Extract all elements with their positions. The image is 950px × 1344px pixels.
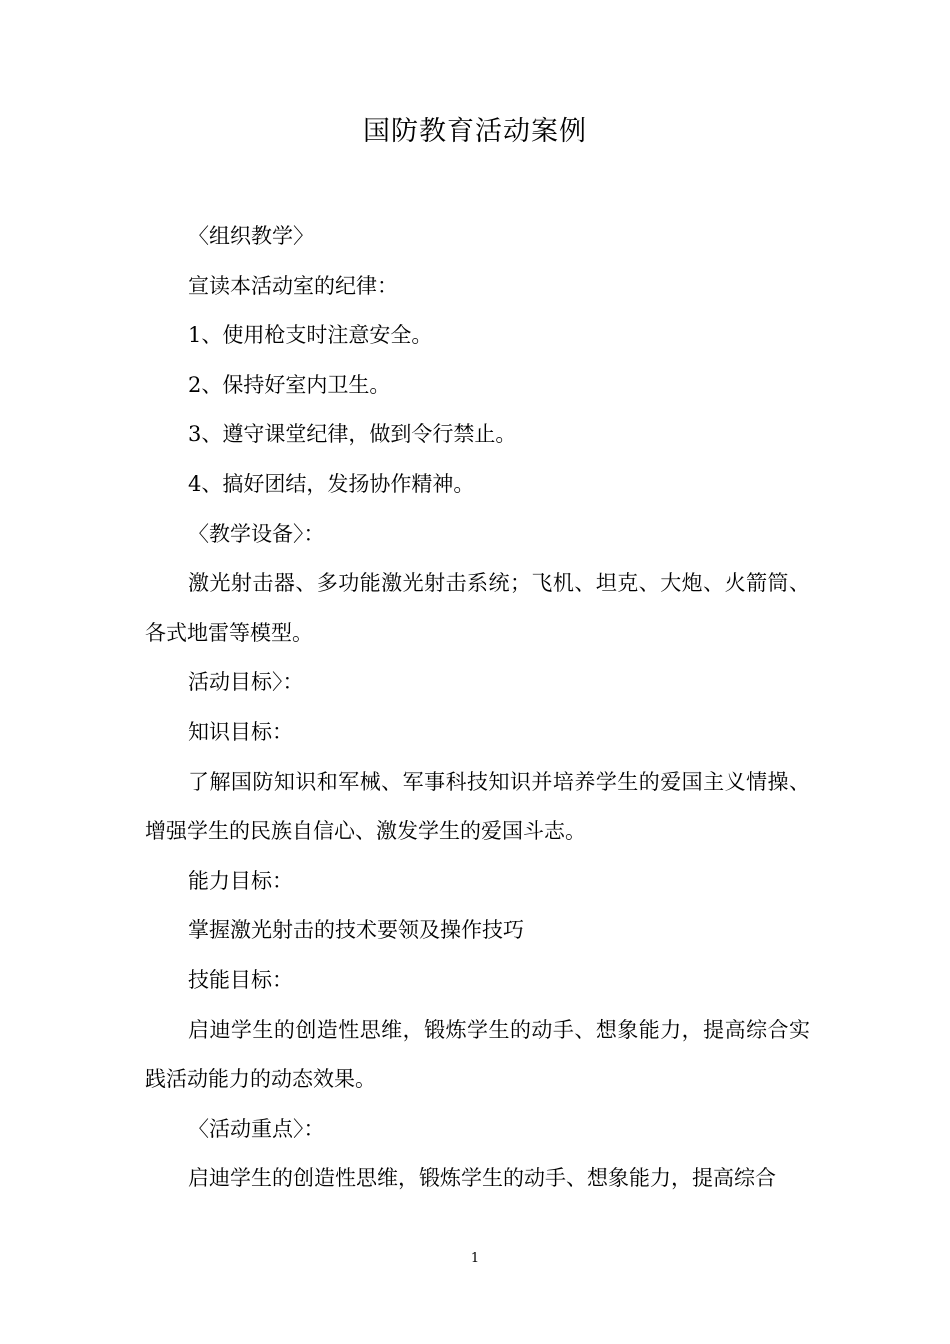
paragraph-goals-heading: 活动目标〉： bbox=[188, 670, 304, 695]
paragraph-knowledge-goal: 了解国防知识和军械、军事科技知识并培养学生的爱国主义情操、增强学生的民族自信心、激发学生的爱国斗志。 bbox=[145, 769, 810, 844]
paragraph-focus-text: 启迪学生的创造性思维，锻炼学生的动手、想象能力，提高综合 bbox=[188, 1166, 776, 1191]
document-body bbox=[145, 212, 810, 1204]
paragraph-rule-3: 3、遵守课堂纪律，做到令行禁止。 bbox=[188, 422, 517, 447]
paragraph-rule-4: 4、搞好团结，发扬协作精神。 bbox=[188, 471, 475, 496]
paragraph-focus-heading: 〈活动重点〉： bbox=[188, 1116, 325, 1141]
page-number: 1 bbox=[470, 1251, 480, 1266]
paragraph-ability-goal: 掌握激光射击的技术要领及操作技巧 bbox=[188, 918, 524, 943]
paragraph-equipment-list: 激光射击器、多功能激光射击系统；飞机、坦克、大炮、火箭筒、各式地雷等模型。 bbox=[145, 571, 810, 645]
paragraph-rules-intro: 宣读本活动室的纪律： bbox=[188, 273, 398, 298]
document-title: 国防教育活动案例 bbox=[363, 116, 587, 147]
paragraph-equipment-heading: 〈教学设备〉： bbox=[188, 521, 325, 546]
paragraph-knowledge-goal-heading: 知识目标： bbox=[188, 719, 293, 744]
paragraph-ability-goal-heading: 能力目标： bbox=[188, 868, 293, 893]
paragraph-rule-1: 1、使用枪支时注意安全。 bbox=[188, 323, 433, 348]
paragraph-organize-teaching: 〈组织教学〉 bbox=[188, 224, 314, 248]
paragraph-rule-2: 2、保持好室内卫生。 bbox=[188, 372, 391, 397]
paragraph-skill-goal: 启迪学生的创造性思维，锻炼学生的动手、想象能力，提高综合实践活动能力的动态效果。 bbox=[145, 1017, 810, 1092]
paragraph-skill-goal-heading: 技能目标： bbox=[188, 967, 293, 992]
